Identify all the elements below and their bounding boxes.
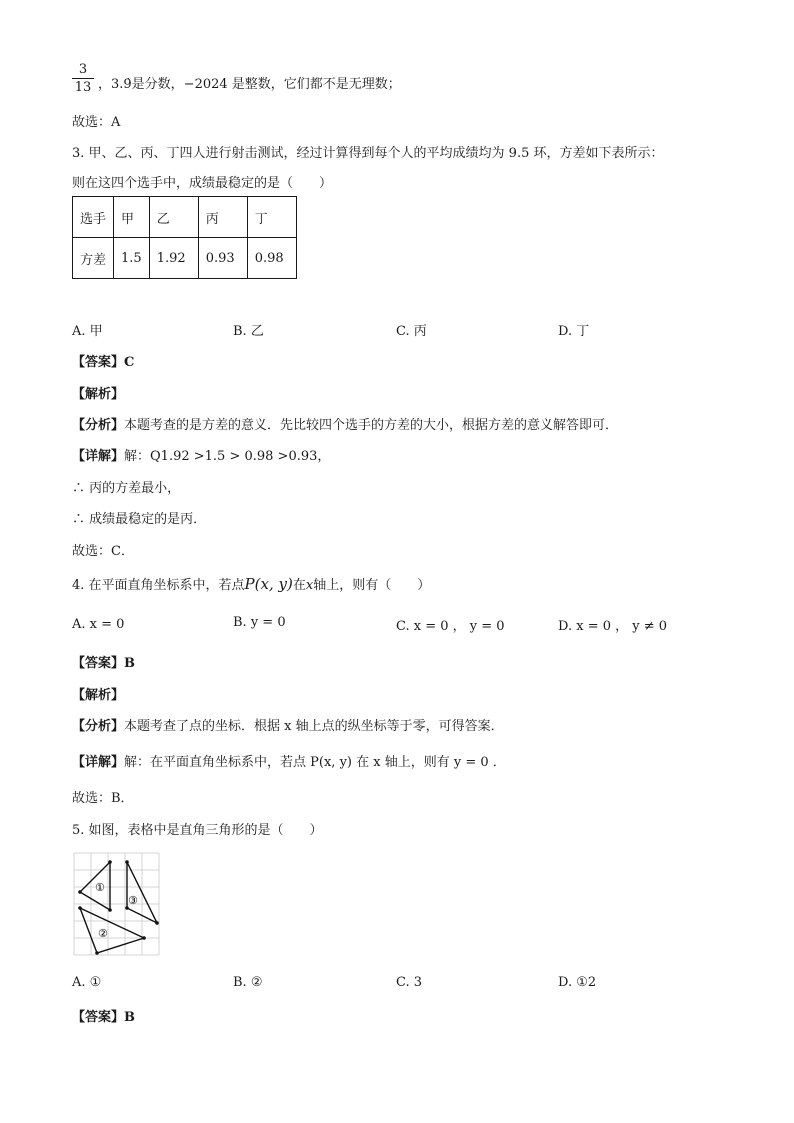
q3-select: 故选：C． (72, 544, 134, 559)
q4-option-a: A. x = 0 (72, 617, 125, 632)
table-cell: 方差 (73, 238, 114, 279)
line1-text: ，3.9̇是分数，−2024 是整数，它们都不是无理数； (98, 77, 401, 92)
q4-jiexi: 【解析】 (72, 688, 125, 703)
q4-select: 故选：B． (72, 791, 134, 806)
triangle-label-1: ① (95, 881, 105, 894)
q4-stem-pre: 4. 在平面直角坐标系中，若点 (72, 578, 245, 593)
triangle-2 (80, 908, 144, 953)
q3-fenxi-line (72, 414, 618, 433)
q4-fenxi-tag: 【分析】 (72, 719, 125, 734)
grid-lines (74, 853, 159, 955)
table-row (73, 238, 297, 279)
q4-xiangjie-line (72, 751, 506, 770)
q5-option-d: D. ①2 (558, 975, 597, 990)
q5-option-b: B. ② (233, 975, 263, 990)
variance-table (72, 196, 297, 279)
table-cell: 丙 (198, 197, 247, 238)
fraction-denominator: 13 (74, 80, 92, 95)
prev-select-line: 故选：A (72, 115, 121, 130)
q4-fenxi-line (72, 715, 504, 734)
q3-fenxi-tag: 【分析】 (72, 418, 125, 433)
q3-option-b: B. 乙 (233, 324, 264, 339)
fraction-numerator: 3 (78, 62, 88, 77)
q4-point: P(x, y) (244, 575, 293, 593)
q5-stem: 5. 如图，表格中是直角三角形的是（ ） (72, 823, 323, 838)
q4-option-b: B. y = 0 (233, 615, 286, 630)
triangle-grid-figure (72, 851, 166, 957)
table-cell: 选手 (73, 197, 114, 238)
q4-stem-post: 轴上，则有（ ） (313, 578, 431, 593)
q4-xiangjie: 解：在平面直角坐标系中，若点 P(x, y) 在 x 轴上，则有 y = 0 ． (124, 755, 506, 770)
table-cell: 乙 (149, 197, 198, 238)
triangle-label-3: ③ (128, 894, 138, 907)
table-row (73, 197, 297, 238)
q3-fenxi: 本题考查的是方差的意义．先比较四个选手的方差的大小，根据方差的意义解答即可． (124, 418, 619, 433)
table-cell: 0.98 (247, 238, 296, 279)
q4-xiangjie-tag: 【详解】 (72, 755, 125, 770)
q4-axis: x (305, 578, 314, 593)
q4-option-c: C. x = 0 ， y = 0 (396, 619, 505, 634)
table-cell: 1.92 (149, 238, 198, 279)
q4-stem-mid: 在 (292, 578, 306, 593)
table-cell: 1.5 (114, 238, 150, 279)
q3-xiangjie-line (72, 445, 330, 464)
q3-line-1: ∴ 丙的方差最小， (72, 481, 181, 496)
q3-stem: 3. 甲、乙、丙、丁四人进行射击测试，经过计算得到每个人的平均成绩均为 9.5 环，方差如下表所示： (72, 146, 664, 161)
q4-answer: 【答案】B (72, 656, 135, 671)
fraction-bar (72, 78, 94, 79)
q4-stem (72, 574, 430, 593)
q3-option-d: D. 丁 (558, 324, 590, 339)
q4-option-d: D. x = 0 ， y ≠ 0 (558, 619, 668, 634)
table-cell: 甲 (114, 197, 150, 238)
q5-answer: 【答案】B (72, 1010, 135, 1025)
q3-xiangjie: 解：Q1.92 >1.5 > 0.98 >0.93， (124, 449, 331, 464)
q3-jiexi: 【解析】 (72, 387, 125, 402)
triangle-vertices (78, 860, 159, 955)
q3-line-2: ∴ 成绩最稳定的是丙． (72, 512, 207, 527)
table-cell: 丁 (247, 197, 296, 238)
fraction-3-13 (72, 62, 94, 95)
q3-xiangjie-tag: 【详解】 (72, 449, 125, 464)
q3-answer: 【答案】C (72, 355, 135, 370)
triangle-label-2: ② (98, 927, 108, 940)
table-cell: 0.93 (198, 238, 247, 279)
q4-fenxi: 本题考查了点的坐标．根据 x 轴上点的纵坐标等于零，可得答案． (124, 719, 504, 734)
q5-option-c: C. 3 (396, 975, 423, 990)
q3-option-c: C. 丙 (396, 324, 427, 339)
q3-option-a: A. 甲 (72, 324, 103, 339)
q5-option-a: A. ① (72, 975, 102, 990)
q3-stem-2: 则在这四个选手中，成绩最稳定的是（ ） (72, 176, 333, 191)
